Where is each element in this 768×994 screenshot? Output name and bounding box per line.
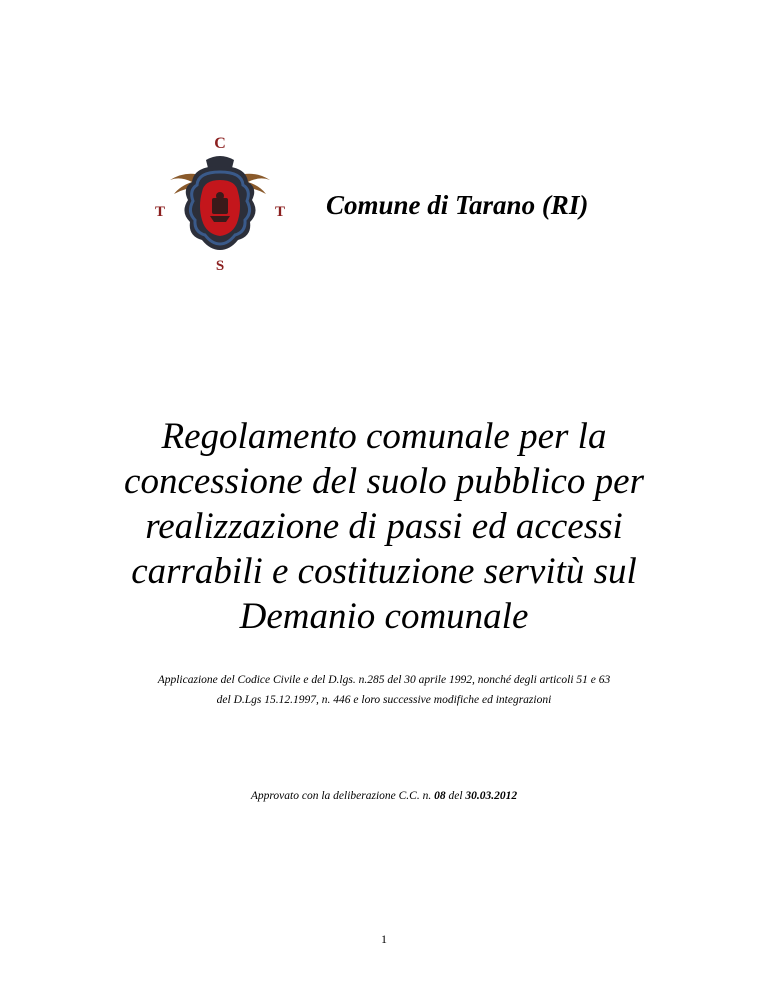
subtitle-line: del D.Lgs 15.12.1997, n. 446 e loro successive modifiche ed integrazioni: [216, 694, 552, 706]
approval-prefix: Approvato con la deliberazione C.C. n.: [250, 790, 435, 802]
crest-letter-bottom: S: [215, 258, 225, 274]
approval-middle: del: [445, 790, 466, 802]
document-subtitle: [84, 670, 684, 710]
municipality-name: Comune di Tarano (RI): [326, 190, 589, 220]
title-line: realizzazione di passi ed accessi: [145, 506, 623, 547]
title-line: Demanio comunale: [239, 596, 529, 637]
title-line: Regolamento comunale per la: [161, 416, 607, 457]
crest-letter-right: T: [274, 204, 286, 220]
page-number: 1: [381, 932, 387, 946]
deliberation-number: 08: [434, 790, 446, 802]
deliberation-date: 30.03.2012: [465, 790, 518, 802]
title-line: carrabili e costituzione servitù sul: [131, 551, 637, 592]
document-title: [84, 414, 684, 639]
crest-letter-top: C: [214, 135, 226, 152]
approval-note: [84, 790, 684, 802]
subtitle-line: Applicazione del Codice Civile e del D.lgs. n.285 del 30 aprile 1992, nonché degli articoli 51 e 63: [157, 674, 611, 686]
crest-letter-left: T: [154, 204, 166, 220]
municipal-crest: [150, 126, 290, 276]
title-line: concessione del suolo pubblico per: [124, 461, 644, 502]
